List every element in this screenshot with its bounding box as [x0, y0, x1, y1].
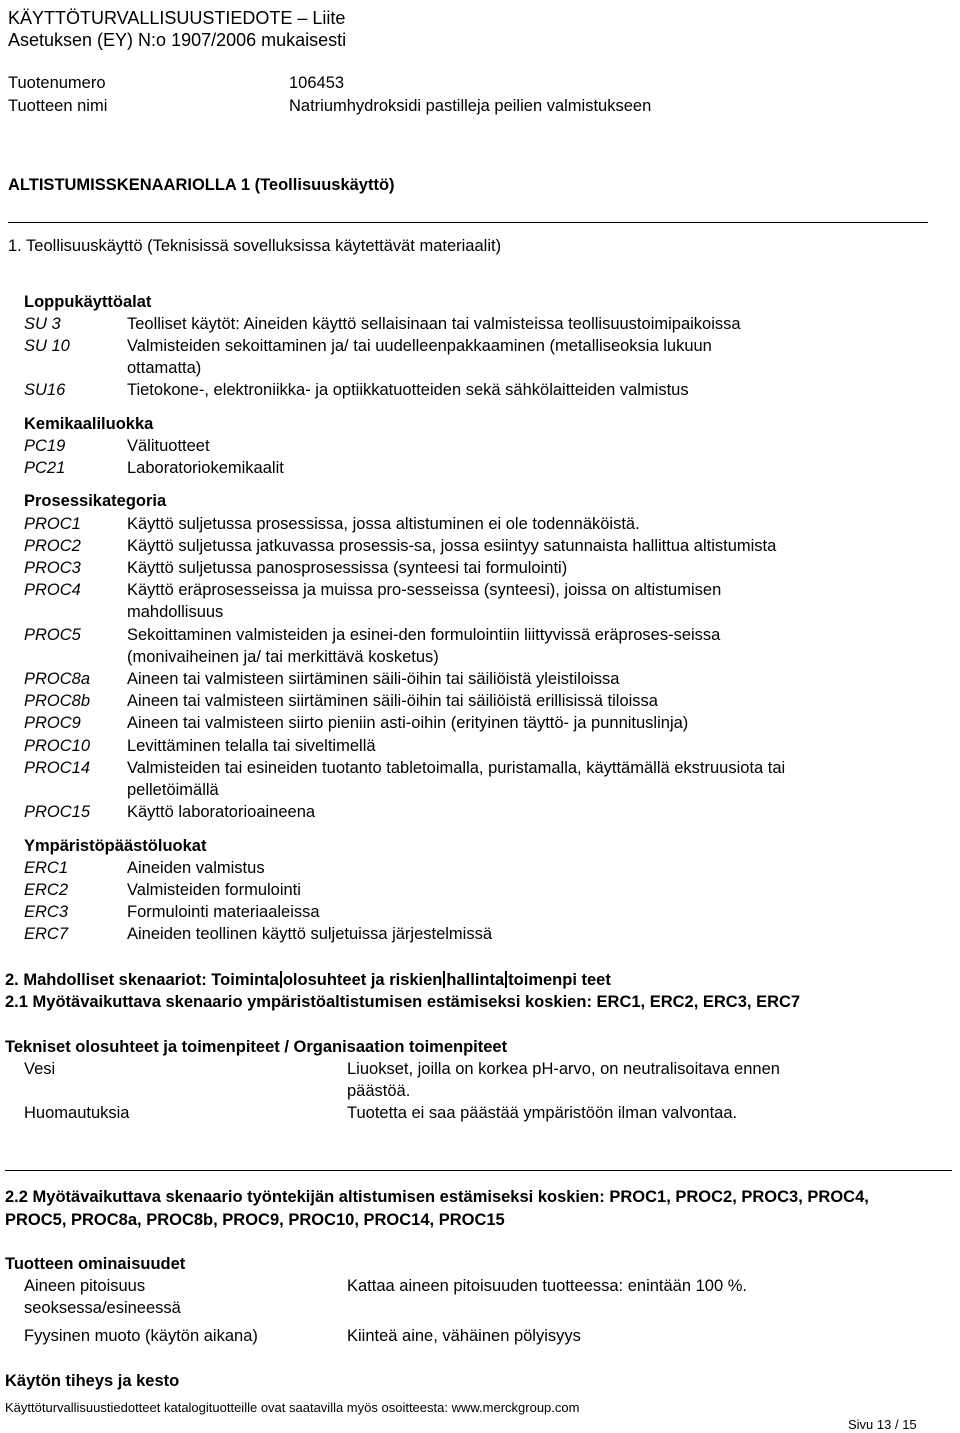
property-value: Kiinteä aine, vähäinen pölyisyys	[347, 1327, 581, 1345]
proc-code: PROC4	[24, 581, 81, 599]
scenario-title: ALTISTUMISSKENAARIOLLA 1 (Teollisuuskäyttö)	[8, 176, 395, 194]
pc-description: Laboratoriokemikaalit	[127, 459, 284, 477]
property-label: Aineen pitoisuus	[24, 1277, 146, 1295]
pc-code: PC19	[24, 437, 66, 455]
proc-description-cont: (monivaiheinen ja/ tai merkittävä kosketus)	[127, 648, 439, 666]
proc-code: PROC3	[24, 559, 81, 577]
subsection-2-1-title: 2.1 Myötävaikuttava skenaario ympäristöaltistumisen estämiseksi koskien: ERC1, ERC2, ERC3, ERC7	[5, 993, 801, 1011]
divider	[5, 1170, 952, 1171]
chemical-category-heading: Kemikaaliluokka	[24, 415, 154, 433]
proc-description: Aineen tai valmisteen siirtäminen säili-öihin tai säiliöistä yleistiloissa	[127, 670, 620, 688]
su-description: Valmisteiden sekoittaminen ja/ tai uudelleenpakkaaminen (metalliseoksia lukuun	[127, 337, 712, 355]
proc-code: PROC10	[24, 737, 91, 755]
footer-note: Käyttöturvallisuustiedotteet katalogituotteille ovat saatavilla myös osoitteesta: www.merckgroup.com	[5, 1400, 580, 1415]
divider	[280, 971, 282, 988]
proc-description: Käyttö suljetussa prosessissa, jossa altistuminen ei ole todennäköistä.	[127, 515, 640, 533]
proc-code: PROC2	[24, 537, 81, 555]
product-name-label: Tuotteen nimi	[8, 97, 108, 115]
proc-code: PROC5	[24, 626, 81, 644]
env-release-heading: Ympäristöpäästöluokat	[24, 837, 207, 855]
proc-code: PROC9	[24, 714, 81, 732]
proc-description: Levittäminen telalla tai siveltimellä	[127, 737, 376, 755]
proc-description: Sekoittaminen valmisteiden ja esinei-den formulointiin liittyvissä eräproses-seissa	[127, 626, 721, 644]
divider	[505, 971, 507, 988]
erc-description: Aineiden valmistus	[127, 859, 265, 877]
proc-code: PROC1	[24, 515, 81, 533]
section2-title-part: toimenpi teet	[508, 971, 611, 989]
su-description: Teolliset käytöt: Aineiden käyttö sellaisinaan tai valmisteissa teollisuustoimipaikoissa	[127, 315, 741, 333]
erc-code: ERC7	[24, 925, 69, 943]
proc-description-cont: pelletöimällä	[127, 781, 219, 799]
su-description-cont: ottamatta)	[127, 359, 202, 377]
erc-code: ERC2	[24, 881, 69, 899]
su-code: SU 3	[24, 315, 61, 333]
proc-description: Käyttö eräprosesseissa ja muissa pro-sesseissa (synteesi), joissa on altistumisen	[127, 581, 722, 599]
product-number-label: Tuotenumero	[8, 74, 106, 92]
subsection-2-2-title-cont: PROC5, PROC8a, PROC8b, PROC9, PROC10, PROC14, PROC15	[5, 1211, 505, 1229]
proc-description: Käyttö laboratorioaineena	[127, 803, 316, 821]
erc-description: Aineiden teollinen käyttö suljetuissa järjestelmissä	[127, 925, 493, 943]
proc-code: PROC14	[24, 759, 91, 777]
proc-description: Aineen tai valmisteen siirtäminen säili-öihin tai säiliöistä erillisissä tiloissa	[127, 692, 658, 710]
proc-description: Käyttö suljetussa jatkuvassa prosessis-sa, jossa esiintyy satunnaista hallittua altistumista	[127, 537, 777, 555]
technical-label: Huomautuksia	[24, 1104, 130, 1122]
proc-description: Valmisteiden tai esineiden tuotanto tabletoimalla, puristamalla, käyttämällä ekstruusiota tai	[127, 759, 786, 777]
technical-value-cont: päästöä.	[347, 1082, 411, 1100]
erc-description: Valmisteiden formulointi	[127, 881, 301, 899]
product-properties-heading: Tuotteen ominaisuudet	[5, 1255, 186, 1273]
document-subtitle: Asetuksen (EY) N:o 1907/2006 mukaisesti	[8, 30, 347, 50]
property-value: Kattaa aineen pitoisuuden tuotteessa: enintään 100 %.	[347, 1277, 747, 1295]
section2-title-part: hallinta	[446, 971, 505, 989]
section2-title-part: 2. Mahdolliset skenaariot: Toiminta	[5, 971, 279, 989]
proc-code: PROC8b	[24, 692, 91, 710]
end-use-heading: Loppukäyttöalat	[24, 293, 152, 311]
document-title: KÄYTTÖTURVALLISUUSTIEDOTE – Liite	[8, 8, 346, 28]
proc-code: PROC15	[24, 803, 91, 821]
process-category-heading: Prosessikategoria	[24, 492, 167, 510]
technical-label: Vesi	[24, 1060, 56, 1078]
technical-heading: Tekniset olosuhteet ja toimenpiteet / Organisaation toimenpiteet	[5, 1038, 508, 1056]
page-number: Sivu 13 / 15	[848, 1417, 917, 1432]
section1-title: 1. Teollisuuskäyttö (Teknisissä sovelluksissa käytettävät materiaalit)	[8, 237, 502, 255]
pc-description: Välituotteet	[127, 437, 210, 455]
proc-description-cont: mahdollisuus	[127, 603, 224, 621]
su-description: Tietokone-, elektroniikka- ja optiikkatuotteiden sekä sähkölaitteiden valmistus	[127, 381, 689, 399]
property-label: Fyysinen muoto (käytön aikana)	[24, 1327, 258, 1345]
erc-code: ERC3	[24, 903, 69, 921]
frequency-heading: Käytön tiheys ja kesto	[5, 1372, 180, 1390]
product-name: Natriumhydroksidi pastilleja peilien valmistukseen	[289, 97, 652, 115]
technical-value: Tuotetta ei saa päästää ympäristöön ilman valvontaa.	[347, 1104, 738, 1122]
section2-title-part: olosuhteet ja riskien	[282, 971, 443, 989]
property-label-cont: seoksessa/esineessä	[24, 1299, 181, 1317]
pc-code: PC21	[24, 459, 66, 477]
subsection-2-2-title: 2.2 Myötävaikuttava skenaario työntekijän altistumisen estämiseksi koskien: PROC1, PROC2, PROC3, PROC4,	[5, 1188, 869, 1206]
divider	[8, 222, 928, 223]
technical-value: Liuokset, joilla on korkea pH-arvo, on neutralisoitava ennen	[347, 1060, 780, 1078]
su-code: SU16	[24, 381, 66, 399]
erc-description: Formulointi materiaaleissa	[127, 903, 320, 921]
proc-description: Aineen tai valmisteen siirto pieniin asti-oihin (erityinen täyttö- ja punnituslinja)	[127, 714, 689, 732]
erc-code: ERC1	[24, 859, 69, 877]
section2-title	[5, 969, 611, 991]
su-code: SU 10	[24, 337, 70, 355]
product-number: 106453	[289, 74, 345, 92]
proc-description: Käyttö suljetussa panosprosessissa (synteesi tai formulointi)	[127, 559, 568, 577]
proc-code: PROC8a	[24, 670, 91, 688]
